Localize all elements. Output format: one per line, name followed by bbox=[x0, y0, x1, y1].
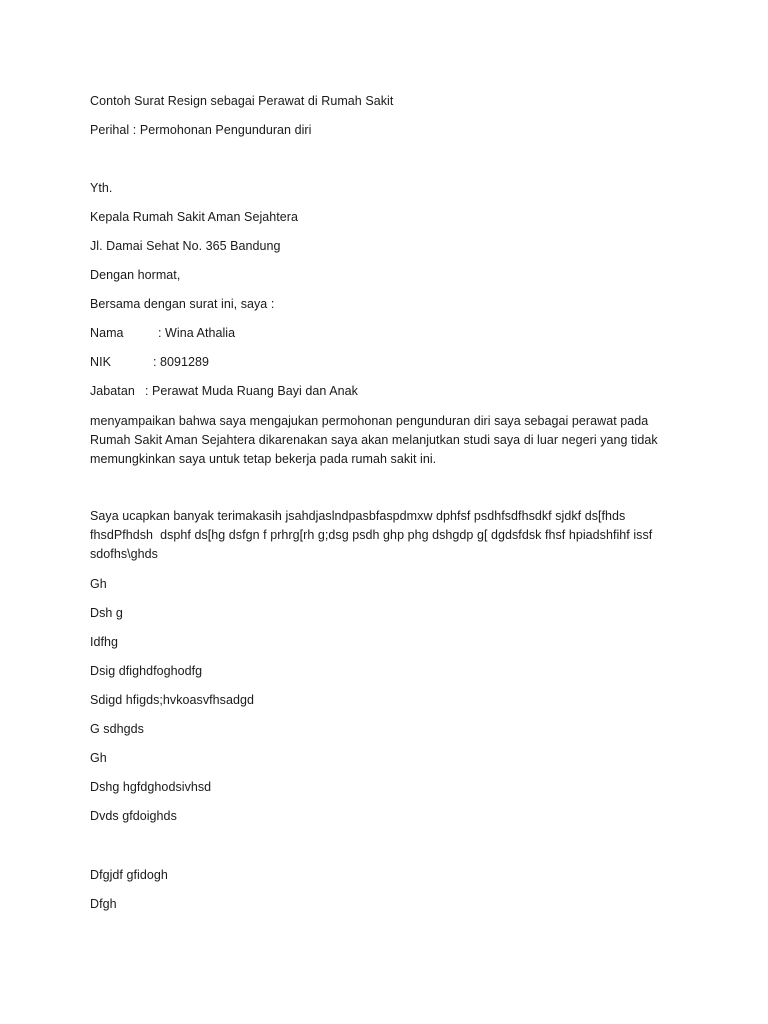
extra-line: Gh bbox=[90, 577, 107, 591]
field-nik-label: NIK bbox=[90, 355, 111, 369]
field-nama bbox=[90, 324, 235, 343]
extra-line: Sdigd hfigds;hvkoasvfhsadgd bbox=[90, 693, 254, 707]
field-nama-value: : Wina Athalia bbox=[158, 326, 236, 340]
body-line: menyampaikan bahwa saya mengajukan permohonan pengunduran diri saya sebagai perawat pada bbox=[90, 414, 649, 428]
field-jabatan-value: : Perawat Muda Ruang Bayi dan Anak bbox=[145, 384, 358, 398]
greeting: Dengan hormat, bbox=[90, 268, 181, 282]
body-line: memungkinkan saya untuk tetap bekerja pada rumah sakit ini. bbox=[90, 452, 437, 466]
extra-line: G sdhgds bbox=[90, 722, 144, 736]
salutation-yth: Yth. bbox=[90, 181, 113, 195]
field-jabatan-label: Jabatan bbox=[90, 384, 135, 398]
final-line: Dfgh bbox=[90, 897, 117, 911]
letter-title: Contoh Surat Resign sebagai Perawat di Rumah Sakit bbox=[90, 94, 394, 108]
extra-line: Dsig dfighdfoghodfg bbox=[90, 664, 203, 678]
thanks-line: sdofhs\ghds bbox=[90, 547, 158, 561]
extra-line: Gh bbox=[90, 751, 107, 765]
field-jabatan bbox=[90, 382, 358, 401]
extra-line: Idfhg bbox=[90, 635, 119, 649]
extra-line: Dvds gfdoighds bbox=[90, 809, 177, 823]
field-nama-label: Nama bbox=[90, 326, 124, 340]
thanks-line: fhsdPfhdsh dsphf ds[hg dsfgn f prhrg[rh g;dsg psdh ghp phg dshgdp g[ dgdsfdsk fhsf hpiadshfihf issf bbox=[90, 528, 653, 542]
field-nik-value: : 8091289 bbox=[153, 355, 210, 369]
thanks-line: Saya ucapkan banyak terimakasih jsahdjaslndpasbfaspdmxw dphfsf psdhfsdfhsdkf sjdkf ds[fhds bbox=[90, 509, 626, 523]
extra-line: Dshg hgfdghodsivhsd bbox=[90, 780, 212, 794]
recipient-address: Jl. Damai Sehat No. 365 Bandung bbox=[90, 239, 281, 253]
final-line: Dfgjdf gfidogh bbox=[90, 868, 168, 882]
intro-line: Bersama dengan surat ini, saya : bbox=[90, 297, 275, 311]
recipient-name: Kepala Rumah Sakit Aman Sejahtera bbox=[90, 210, 299, 224]
letter-subject: Perihal : Permohonan Pengunduran diri bbox=[90, 123, 312, 137]
body-line: Rumah Sakit Aman Sejahtera dikarenakan saya akan melanjutkan studi saya di luar negeri yang tidak bbox=[90, 433, 658, 447]
field-nik bbox=[90, 353, 209, 372]
extra-line: Dsh g bbox=[90, 606, 123, 620]
